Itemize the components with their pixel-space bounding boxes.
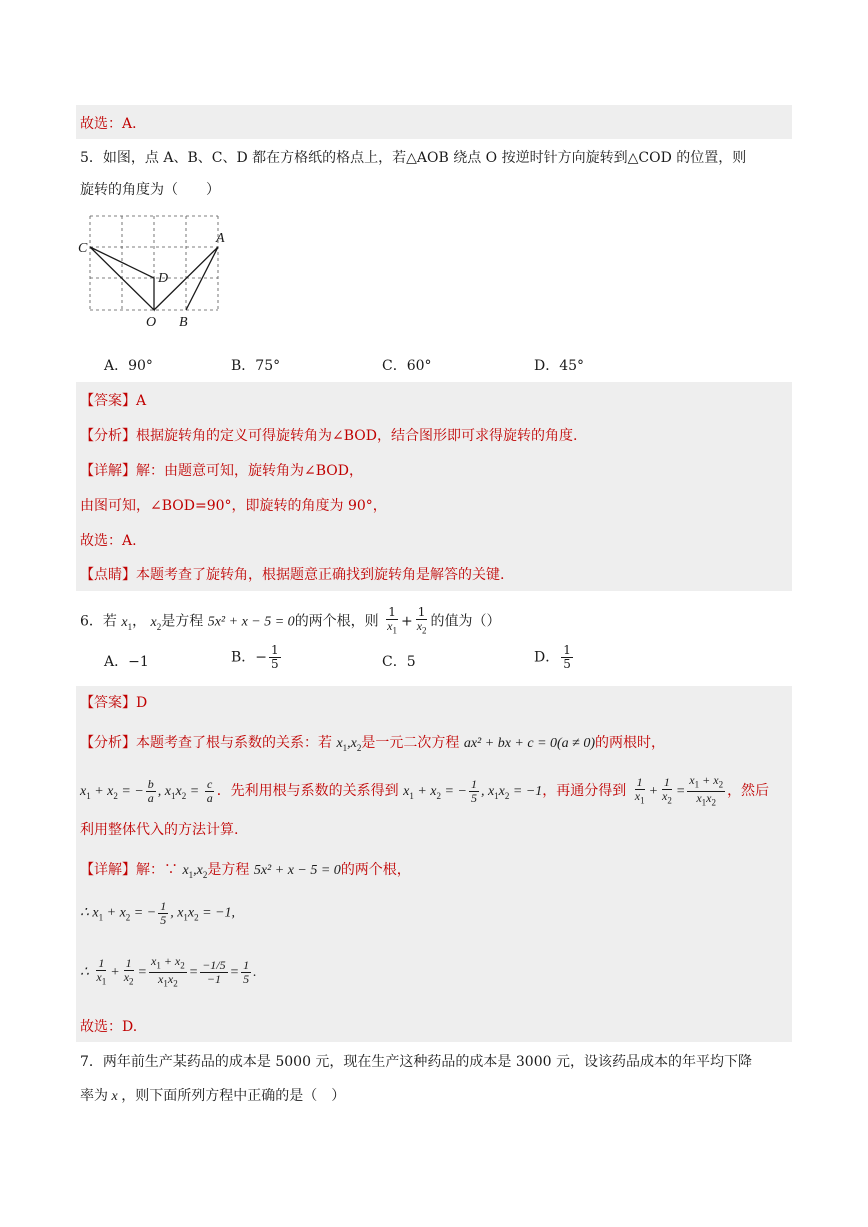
q5-analysis-line (80, 426, 577, 446)
answer-tag: 【答案】 (80, 393, 136, 409)
label-d: D (158, 271, 169, 286)
detail-tag: 【详解】 (80, 463, 136, 479)
math-x1: $x_1$ (121, 614, 133, 632)
detail-tag: 【详解】 (80, 862, 136, 878)
q6-detail-line1 (80, 860, 411, 885)
q5-detail-line2: 由图可知，∠BOD=90°，即旋转的角度为 90°， (80, 498, 387, 514)
q5-solution-block (76, 382, 792, 591)
q6-conclusion: 故选：D. (80, 1019, 138, 1035)
triangles (90, 247, 218, 310)
label-c: C (78, 241, 88, 256)
q6-stem-prefix: 6．若 (80, 613, 117, 630)
q7-stem-line1: 7．两年前生产某药品的成本是 5000 元，现在生产这种药品的成本是 3000 元，设该药品成本的年平均下降 (80, 1054, 752, 1070)
q5-option-a: A．90° (104, 358, 153, 374)
math-x1-x2: $x_1,x_2$ (182, 863, 208, 880)
vieta-formulas: $x_1 + x_2$ = − $\frac{b}{a}$ , $x_1x_2$ = $\frac{c}{a}$ (80, 777, 213, 806)
q7-text-b: ，则下面所列方程中正确的是（ ） (121, 1088, 346, 1104)
q4-shaded-block (76, 105, 792, 139)
detail-text-2: 是方程 (207, 862, 250, 878)
q6-detail-therefore2: ∴ $\frac{1}{x_1}$ + $\frac{1}{x_2}$ = $\frac{x_1 + x_2}{x_1x_2}$ = $\frac{-1/5}{-1}$ = $\frac{1}{5}$ . (80, 954, 257, 989)
q6-comma: ， (132, 613, 147, 630)
frac-1-over-x1: $\frac{1}{x_1}$ (387, 605, 397, 636)
detail-text-3: 的两个根， (340, 862, 411, 878)
q5-conclusion: 故选：A. (80, 533, 137, 549)
q5-answer-line (80, 391, 146, 411)
detail-text: 解：由题意可知，旋转角为∠BOD， (136, 463, 363, 479)
answer-value: D (136, 695, 148, 711)
frac-1-over-5-d: $\frac{1}{5}$ (563, 643, 571, 671)
answer-value: A (136, 393, 147, 409)
q5-stem-line2: 旋转的角度为（ ） (80, 182, 220, 198)
detail-text: 解：∵ (136, 862, 178, 878)
analysis-text-5: ，再通分得到 (542, 783, 627, 800)
q5-stem-line1: 5．如图，点 A、B、C、D 都在方格纸的格点上，若△AOB 绕点 O 按逆时针方向旋转到△COD 的位置，则 (80, 150, 747, 166)
analysis-tag: 【分析】 (80, 428, 136, 444)
q6-analysis-line3: 利用整体代入的方法计算. (80, 822, 239, 838)
q5-grid-figure (78, 210, 228, 340)
analysis-tag: 【分析】 (80, 735, 136, 751)
general-quadratic: ax² + bx + c = 0(a ≠ 0) (463, 736, 596, 751)
q6-option-a: A．−1 (104, 654, 149, 670)
q6-equation: 5x² + x − 5 = 0 (207, 614, 295, 630)
q6-analysis-line2 (80, 774, 769, 810)
analysis-text: 本题考查了根与系数的关系：若 (136, 735, 332, 751)
q6-option-b: B．− $\frac{1}{5}$ (231, 643, 279, 671)
math-x2: $x_2$ (150, 614, 162, 632)
q6-stem-mid3: 的两个根，则 (294, 613, 379, 630)
q6-equation-ref: 5x² + x − 5 = 0 (253, 863, 341, 878)
q7-stem-line2 (80, 1086, 345, 1107)
q5-option-d: D．45° (534, 358, 585, 374)
q6-stem-suffix: 的值为（） (430, 613, 501, 630)
q5-detail-line1 (80, 461, 363, 481)
q6-option-d-label: D． (534, 649, 560, 666)
vieta-values: $x_1 + x_2$ = − $\frac{1}{5}$ , $x_1x_2 = -1$ (403, 777, 543, 806)
label-b: B (179, 315, 188, 330)
q6-option-b-label: B． (231, 649, 256, 666)
analysis-text-6: ，然后 (727, 783, 770, 800)
label-a: A (216, 231, 225, 246)
q5-comment-line (80, 565, 504, 585)
q4-conclusion: 故选：A． (80, 116, 147, 132)
math-x: x (108, 1089, 122, 1104)
answer-tag: 【答案】 (80, 695, 136, 711)
analysis-text-2: 是一元二次方程 (361, 735, 460, 751)
label-o: O (146, 315, 157, 330)
q6-stem: 6．若 $x_1$， $x_2$是方程 5x² + x − 5 = 0的两个根，则 $\frac{1}{x_1}$ + $\frac{1}{x_2}$ 的值为（） (80, 605, 501, 636)
comment-tag: 【点睛】 (80, 567, 136, 583)
analysis-text-3: 的两根时， (595, 735, 666, 751)
q6-analysis-line1 (80, 733, 665, 758)
q5-option-b: B．75° (231, 358, 281, 374)
q7-text-a: 率为 (80, 1088, 108, 1104)
q6-detail-therefore1: ∴ $x_1 + x_2$ = − $\frac{1}{5}$ , $x_1x_2 = -1$, (80, 899, 236, 927)
q6-option-d (534, 644, 575, 671)
frac-1-over-5: $\frac{1}{5}$ (271, 643, 279, 671)
common-denominator: $\frac{1}{x_1}$ + $\frac{1}{x_2}$ = $\frac{x_1 + x_2}{x_1x_2}$ (634, 773, 724, 808)
analysis-text-4: ．先利用根与系数的关系得到 (216, 783, 399, 800)
analysis-text: 根据旋转角的定义可得旋转角为∠BOD，结合图形即可求得旋转的角度. (136, 428, 578, 444)
frac-1-over-x2: $\frac{1}{x_2}$ (416, 605, 427, 636)
q6-answer-line (80, 693, 147, 713)
comment-text: 本题考查了旋转角，根据题意正确找到旋转角是解答的关键. (136, 567, 505, 583)
q5-option-c: C．60° (382, 358, 432, 374)
q6-option-c: C．5 (382, 654, 416, 670)
math-x1-x2: $x_1,x_2$ (336, 736, 362, 753)
q6-stem-mid: 是方程 (161, 613, 204, 630)
